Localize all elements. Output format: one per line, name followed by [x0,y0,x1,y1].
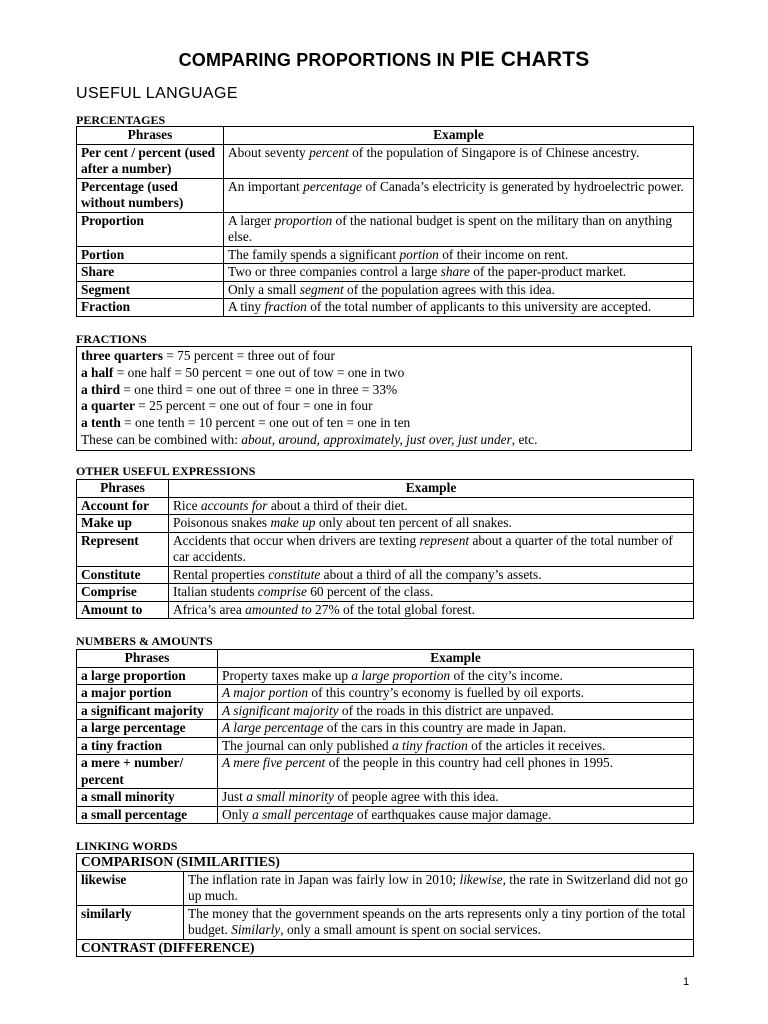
table-row [77,532,694,566]
phrase-cell: Proportion [77,212,224,246]
example-cell: Accidents that occur when drivers are texting represent about a quarter of the total number of car accidents. [169,532,694,566]
table-row [77,667,694,685]
table-row [77,755,694,789]
fraction-line: three quarters = 75 percent = three out of four [81,348,335,363]
example-cell: A tiny fraction of the total number of applicants to this university are accepted. [224,299,694,317]
fraction-line: a tenth = one tenth = 10 percent = one out of ten = one in ten [81,415,411,431]
example-cell: A significant majority of the roads in this district are unpaved. [218,702,694,720]
table-row [77,601,694,619]
table-row [77,806,694,824]
example-cell: Africa’s area amounted to 27% of the total global forest. [169,601,694,619]
column-header-example: Example [218,650,694,668]
page-title [0,48,768,71]
example-cell: Only a small segment of the population agrees with this idea. [224,281,694,299]
title-part-2: PIE CHARTS [460,48,590,71]
phrase-cell: Share [77,264,224,282]
section-subtitle: USEFUL LANGUAGE [76,85,238,102]
phrase-cell: a large percentage [77,720,218,738]
numbers-amounts-heading: NUMBERS & AMOUNTS [76,634,213,648]
other-expressions-heading: OTHER USEFUL EXPRESSIONS [76,464,256,478]
example-cell: The inflation rate in Japan was fairly low in 2010; likewise, the rate in Switzerland did not go up much. [184,871,694,905]
phrase-cell: Segment [77,281,224,299]
column-header-phrases: Phrases [77,127,224,145]
phrase-cell: a small percentage [77,806,218,824]
table-row [77,299,694,317]
phrase-cell: Make up [77,515,169,533]
phrase-cell: similarly [77,905,184,939]
phrase-cell: Percentage (used without numbers) [77,178,224,212]
example-cell: The journal can only published a tiny fraction of the articles it receives. [218,737,694,755]
contrast-subheading: CONTRAST (DIFFERENCE) [77,939,694,957]
example-cell: Two or three companies control a large share of the paper-product market. [224,264,694,282]
table-row [77,905,694,939]
table-row [77,212,694,246]
table-row [77,566,694,584]
example-cell: A mere five percent of the people in this country had cell phones in 1995. [218,755,694,789]
example-cell: About seventy percent of the population of Singapore is of Chinese ancestry. [224,144,694,178]
table-row [77,737,694,755]
example-cell: A large percentage of the cars in this country are made in Japan. [218,720,694,738]
percentages-heading: PERCENTAGES [76,113,166,127]
phrase-cell: Portion [77,246,224,264]
phrase-cell: Per cent / percent (used after a number) [77,144,224,178]
table-row [77,685,694,703]
phrase-cell: Represent [77,532,169,566]
example-cell: A major portion of this country’s economy is fuelled by oil exports. [218,685,694,703]
table-row [77,264,694,282]
phrase-cell: Constitute [77,566,169,584]
table-row [77,789,694,807]
fraction-line: a quarter = 25 percent = one out of four = one in four [81,398,373,414]
example-cell: An important percentage of Canada’s electricity is generated by hydroelectric power. [224,178,694,212]
table-row [77,178,694,212]
phrase-cell: a major portion [77,685,218,703]
table-header-row [77,650,694,668]
phrase-cell: a large proportion [77,667,218,685]
phrase-cell: Comprise [77,584,169,602]
phrase-cell: Fraction [77,299,224,317]
column-header-example: Example [169,480,694,498]
example-cell: The money that the government speands on the arts represents only a tiny portion of the total budget. Similarly, only a small amount is spent on social services. [184,905,694,939]
linking-words-table [76,853,694,957]
title-part-1: COMPARING PROPORTIONS IN [178,50,461,70]
phrase-cell: a significant majority [77,702,218,720]
phrase-cell: Account for [77,497,169,515]
example-cell: The family spends a significant portion of their income on rent. [224,246,694,264]
numbers-amounts-table [76,649,694,824]
page-number: 1 [683,976,690,988]
percentages-table [76,126,694,317]
table-header-row [77,127,694,145]
phrase-cell: a small minority [77,789,218,807]
comparison-subheading: COMPARISON (SIMILARITIES) [77,854,694,872]
contrast-subheading-row [77,939,694,957]
example-cell: Just a small minority of people agree with this idea. [218,789,694,807]
example-cell: Italian students comprise 60 percent of the class. [169,584,694,602]
fraction-line: a half = one half = 50 percent = one out of tow = one in two [81,364,405,380]
column-header-example: Example [224,127,694,145]
example-cell: Only a small percentage of earthquakes cause major damage. [218,806,694,824]
linking-words-heading: LINKING WORDS [76,839,178,853]
fractions-combined-line: These can be combined with: about, around, approximately, just over, just under, etc. [81,431,538,447]
table-row [77,246,694,264]
example-cell: Poisonous snakes make up only about ten percent of all snakes. [169,515,694,533]
fractions-heading: FRACTIONS [76,332,147,346]
phrase-cell: a tiny fraction [77,737,218,755]
table-row [77,281,694,299]
phrase-cell: Amount to [77,601,169,619]
column-header-phrases: Phrases [77,480,169,498]
example-cell: Rice accounts for about a third of their diet. [169,497,694,515]
other-expressions-table [76,479,694,619]
example-cell: Property taxes make up a large proportion of the city’s income. [218,667,694,685]
table-row [77,584,694,602]
table-header-row [77,480,694,498]
table-row [77,497,694,515]
table-row [77,720,694,738]
table-row [77,871,694,905]
fractions-box [76,346,692,451]
fraction-line: a third = one third = one out of three = one in three = 33% [81,381,398,397]
fractions-lines [81,348,687,432]
phrase-cell: a mere + number/ percent [77,755,218,789]
example-cell: Rental properties constitute about a third of all the company’s assets. [169,566,694,584]
column-header-phrases: Phrases [77,650,218,668]
comparison-subheading-row [77,854,694,872]
example-cell: A larger proportion of the national budget is spent on the military than on anything else. [224,212,694,246]
phrase-cell: likewise [77,871,184,905]
table-row [77,515,694,533]
table-row [77,144,694,178]
table-row [77,702,694,720]
